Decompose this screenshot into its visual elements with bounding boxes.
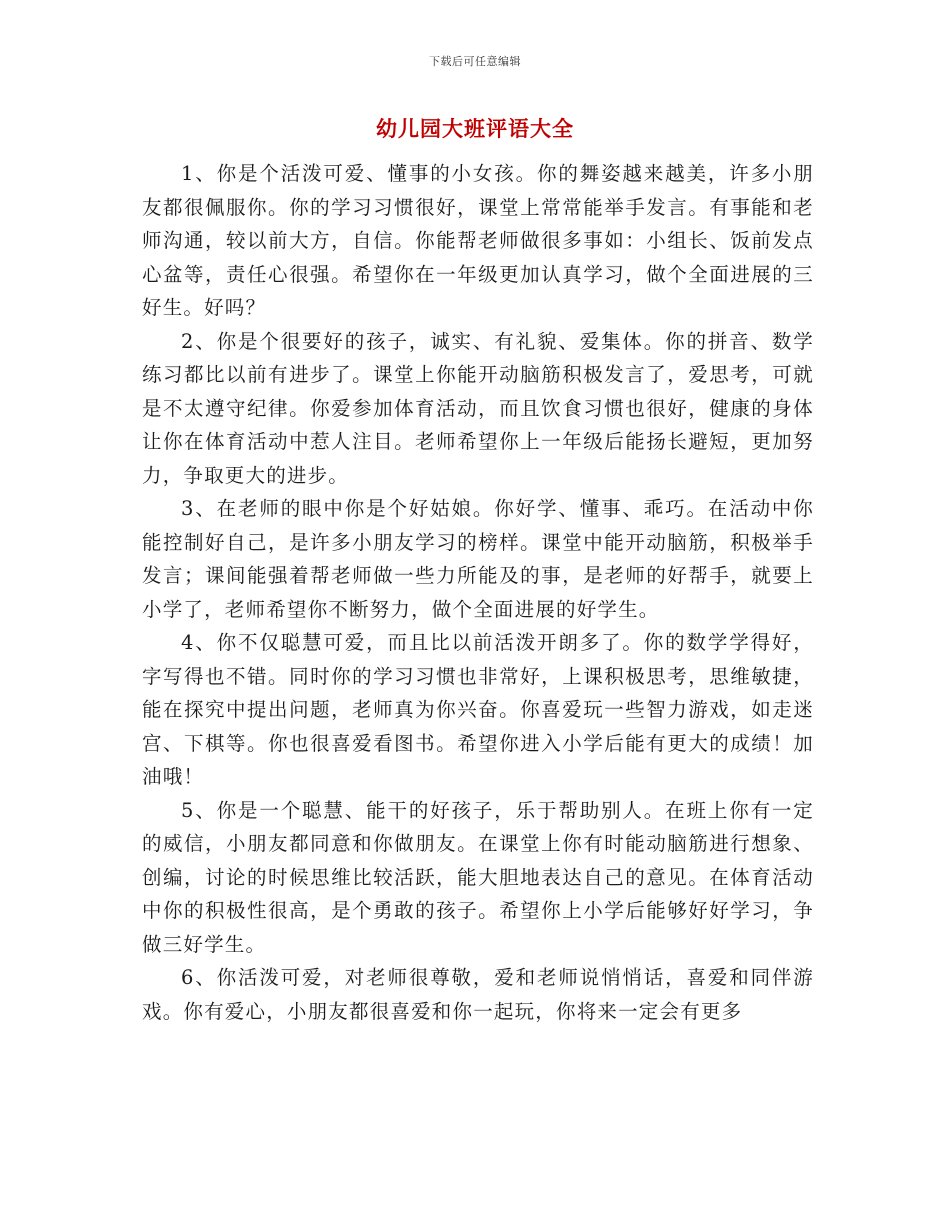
paragraph-6: 6、你活泼可爱，对老师很尊敬，爱和老师说悄悄话，喜爱和同伴游戏。你有爱心，小朋友都很喜爱和你一起玩，你将来一定会有更多 [142, 966, 814, 1023]
paragraph-1: 1、你是个活泼可爱、懂事的小女孩。你的舞姿越来越美，许多小朋友都很佩服你。你的学习习惯很好，课堂上常常能举手发言。有事能和老师沟通，较以前大方，自信。你能帮老师做很多事如：小组长、饭前发点心盆等，责任心很强。希望你在一年级更加认真学习，做个全面进展的三好生。好吗？ [142, 162, 814, 319]
paragraph-4: 4、你不仅聪慧可爱，而且比以前活泼开朗多了。你的数学学得好，字写得也不错。同时你的学习习惯也非常好，上课积极思考，思维敏捷，能在探究中提出问题，老师真为你兴奋。你喜爱玩一些智力游戏，如走迷宫、下棋等。你也很喜爱看图书。希望你进入小学后能有更大的成绩！加油哦！ [142, 631, 814, 788]
document-body [142, 157, 814, 1028]
paragraph-5: 5、你是一个聪慧、能干的好孩子，乐于帮助别人。在班上你有一定的威信，小朋友都同意和你做朋友。在课堂上你有时能动脑筋进行想象、创编，讨论的时候思维比较活跃，能大胆地表达自己的意见。在体育活动中你的积极性很高，是个勇敢的孩子。希望你上小学后能够好好学习，争做三好学生。 [142, 798, 814, 956]
document-title: 幼儿园大班评语大全 [376, 116, 574, 141]
header-note: 下载后可任意编辑 [429, 55, 521, 68]
paragraph-3: 3、在老师的眼中你是个好姑娘。你好学、懂事、乖巧。在活动中你能控制好自己，是许多小朋友学习的榜样。课堂中能开动脑筋，积极举手发言；课间能强着帮老师做一些力所能及的事，是老师的好帮手，就要上小学了，老师希望你不断努力，做个全面进展的好学生。 [142, 497, 814, 621]
paragraph-2: 2、你是个很要好的孩子，诚实、有礼貌、爱集体。你的拼音、数学练习都比以前有进步了。课堂上你能开动脑筋积极发言了，爱思考，可就是不太遵守纪律。你爱参加体育活动，而且饮食习惯也很好，健康的身体让你在体育活动中惹人注目。老师希望你上一年级后能扬长避短，更加努力，争取更大的进步。 [142, 329, 814, 487]
